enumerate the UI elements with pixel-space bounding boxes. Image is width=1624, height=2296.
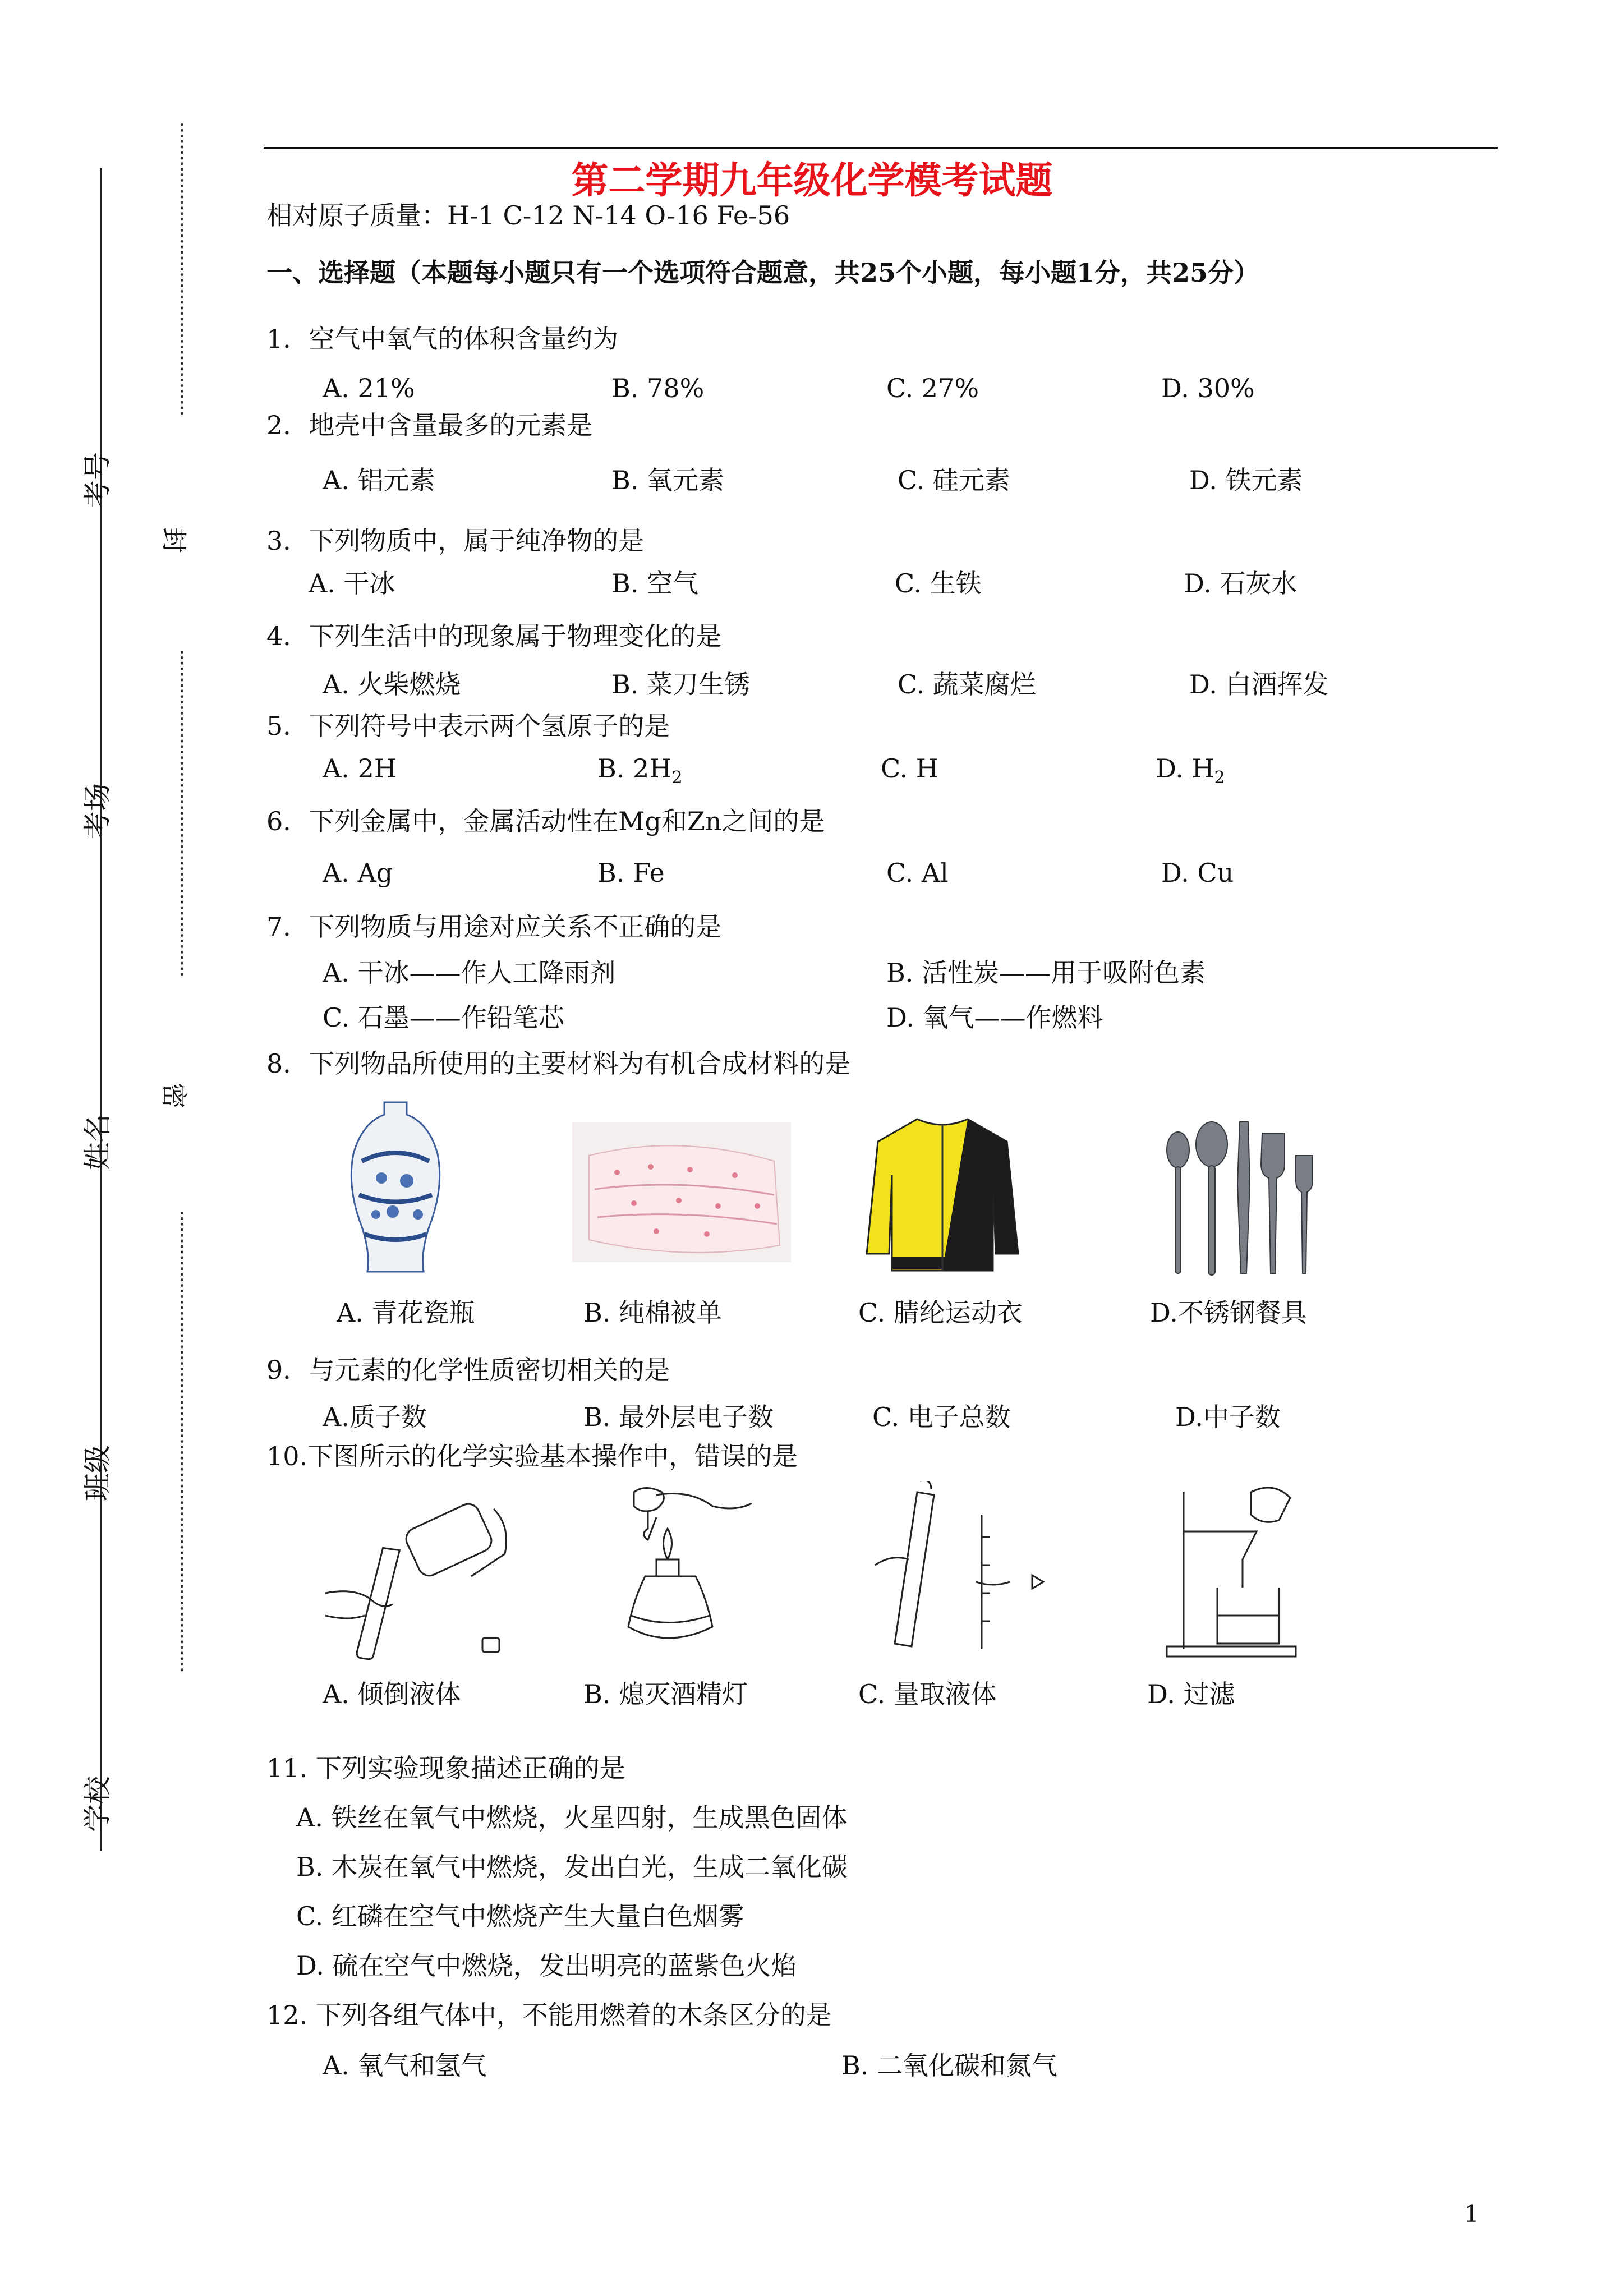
option-d[interactable]: D. 过滤: [1147, 1679, 1235, 1709]
option-b[interactable]: B. 木炭在氧气中燃烧，发出白光，生成二氧化碳: [296, 1852, 848, 1882]
option-a[interactable]: A. 2H: [323, 753, 397, 784]
page-number: 1: [1464, 2200, 1479, 2228]
option-c[interactable]: C. 电子总数: [872, 1402, 1011, 1432]
question-stem: 2．地壳中含量最多的元素是: [266, 410, 593, 440]
question-stem: 10.下图所示的化学实验基本操作中，错误的是: [266, 1441, 798, 1471]
option-c[interactable]: C. 生铁: [895, 568, 982, 599]
option-b[interactable]: B. 78%: [611, 373, 705, 403]
margin-label-name: 姓名: [81, 1114, 114, 1170]
question-stem: 7．下列物质与用途对应关系不正确的是: [266, 912, 722, 942]
seal-line-dots: [181, 1212, 183, 1672]
seal-char-feng: 封: [159, 527, 189, 553]
option-d[interactable]: D.不锈钢餐具: [1150, 1297, 1307, 1328]
option-b[interactable]: B. 熄灭酒精灯: [583, 1679, 748, 1709]
question-stem: 8．下列物品所使用的主要材料为有机合成材料的是: [266, 1048, 851, 1079]
pouring-liquid-image: [325, 1498, 516, 1660]
option-b-text: B. 2H: [597, 753, 672, 784]
option-b[interactable]: B. 纯棉被单: [583, 1297, 723, 1328]
margin-label-class: 班级: [81, 1445, 114, 1501]
porcelain-vase-image: [348, 1099, 443, 1285]
header-rule: [264, 147, 1498, 149]
filtration-image: [1161, 1481, 1335, 1660]
option-a[interactable]: A.质子数: [323, 1402, 427, 1432]
option-d[interactable]: D.中子数: [1175, 1402, 1281, 1432]
option-b[interactable]: B. 氧元素: [611, 465, 725, 495]
question-stem: 1．空气中氧气的体积含量约为: [266, 324, 619, 354]
option-b[interactable]: B. 空气: [611, 568, 699, 599]
option-c[interactable]: C. Al: [886, 858, 949, 888]
option-c[interactable]: C. 腈纶运动衣: [858, 1297, 1023, 1328]
option-c[interactable]: C. 27%: [886, 373, 979, 403]
option-b[interactable]: B. 活性炭——用于吸附色素: [886, 958, 1206, 988]
margin-label-exam-no: 考号: [81, 452, 114, 508]
option-b[interactable]: B. 最外层电子数: [583, 1402, 774, 1432]
option-d[interactable]: [1156, 752, 1225, 795]
option-a[interactable]: A. 铁丝在氧气中燃烧，火星四射，生成黑色固体: [296, 1802, 848, 1833]
option-a[interactable]: A. 氧气和氢气: [323, 2050, 487, 2081]
margin-label-school: 学校: [81, 1776, 114, 1832]
option-c[interactable]: C. 石墨——作铅笔芯: [323, 1002, 564, 1033]
question-stem: 11. 下列实验现象描述正确的是: [266, 1753, 625, 1783]
option-d[interactable]: D. 石灰水: [1184, 568, 1298, 599]
option-d[interactable]: D. 硫在空气中燃烧，发出明亮的蓝紫色火焰: [296, 1950, 797, 1981]
option-a[interactable]: A. 干冰: [309, 568, 395, 599]
cutlery-image: [1156, 1116, 1318, 1279]
seal-line-dots: [181, 651, 183, 976]
question-stem: 9．与元素的化学性质密切相关的是: [266, 1355, 670, 1385]
option-a[interactable]: A. Ag: [323, 858, 393, 888]
option-d[interactable]: D. 30%: [1161, 373, 1255, 403]
subscript: 2: [1214, 768, 1225, 788]
page-title: 第二学期九年级化学模考试题: [571, 158, 1053, 202]
option-d[interactable]: D. Cu: [1161, 858, 1234, 888]
option-b[interactable]: B. 二氧化碳和氮气: [841, 2050, 1058, 2081]
extinguish-alcohol-lamp-image: [611, 1481, 757, 1660]
option-c[interactable]: C. H: [881, 753, 938, 784]
option-a[interactable]: A. 干冰——作人工降雨剂: [323, 958, 616, 988]
option-a[interactable]: A. 21%: [323, 373, 415, 403]
option-d-text: D. H: [1156, 753, 1214, 784]
option-d[interactable]: D. 白酒挥发: [1189, 669, 1329, 700]
question-stem: 12. 下列各组气体中，不能用燃着的木条区分的是: [266, 2000, 832, 2030]
option-b[interactable]: B. Fe: [597, 858, 665, 888]
atomic-masses: 相对原子质量：H-1 C-12 N-14 O-16 Fe-56: [266, 200, 790, 231]
option-d[interactable]: D. 氧气——作燃料: [886, 1002, 1103, 1033]
section-heading: 一、选择题（本题每小题只有一个选项符合题意，共25个小题，每小题1分，共25分）: [266, 257, 1260, 288]
margin-label-exam-room: 考场: [81, 783, 114, 839]
sports-jacket-image: [864, 1114, 1021, 1276]
question-stem: 5．下列符号中表示两个氢原子的是: [266, 711, 670, 741]
option-a[interactable]: A. 火柴燃烧: [323, 669, 461, 700]
option-b[interactable]: B. 菜刀生锈: [611, 669, 751, 700]
option-d[interactable]: D. 铁元素: [1189, 465, 1303, 495]
option-a[interactable]: A. 倾倒液体: [323, 1679, 461, 1709]
option-a[interactable]: A. 铝元素: [323, 465, 435, 495]
question-stem: 6．下列金属中，金属活动性在Mg和Zn之间的是: [266, 806, 825, 836]
option-a[interactable]: A. 青花瓷瓶: [337, 1297, 475, 1328]
option-b[interactable]: [597, 752, 683, 795]
margin-rule: [100, 168, 102, 1851]
question-stem: 3．下列物质中，属于纯净物的是: [266, 526, 645, 556]
option-c[interactable]: C. 红磷在空气中燃烧产生大量白色烟雾: [296, 1901, 744, 1931]
option-c[interactable]: C. 硅元素: [898, 465, 1010, 495]
seal-char-mi: 密: [159, 1083, 189, 1108]
option-c[interactable]: C. 蔬菜腐烂: [898, 669, 1036, 700]
cotton-sheet-image: [572, 1122, 791, 1262]
subscript: 2: [671, 768, 683, 788]
measuring-liquid-image: [864, 1481, 1066, 1660]
question-stem: 4．下列生活中的现象属于物理变化的是: [266, 621, 722, 651]
option-c[interactable]: C. 量取液体: [858, 1679, 997, 1709]
